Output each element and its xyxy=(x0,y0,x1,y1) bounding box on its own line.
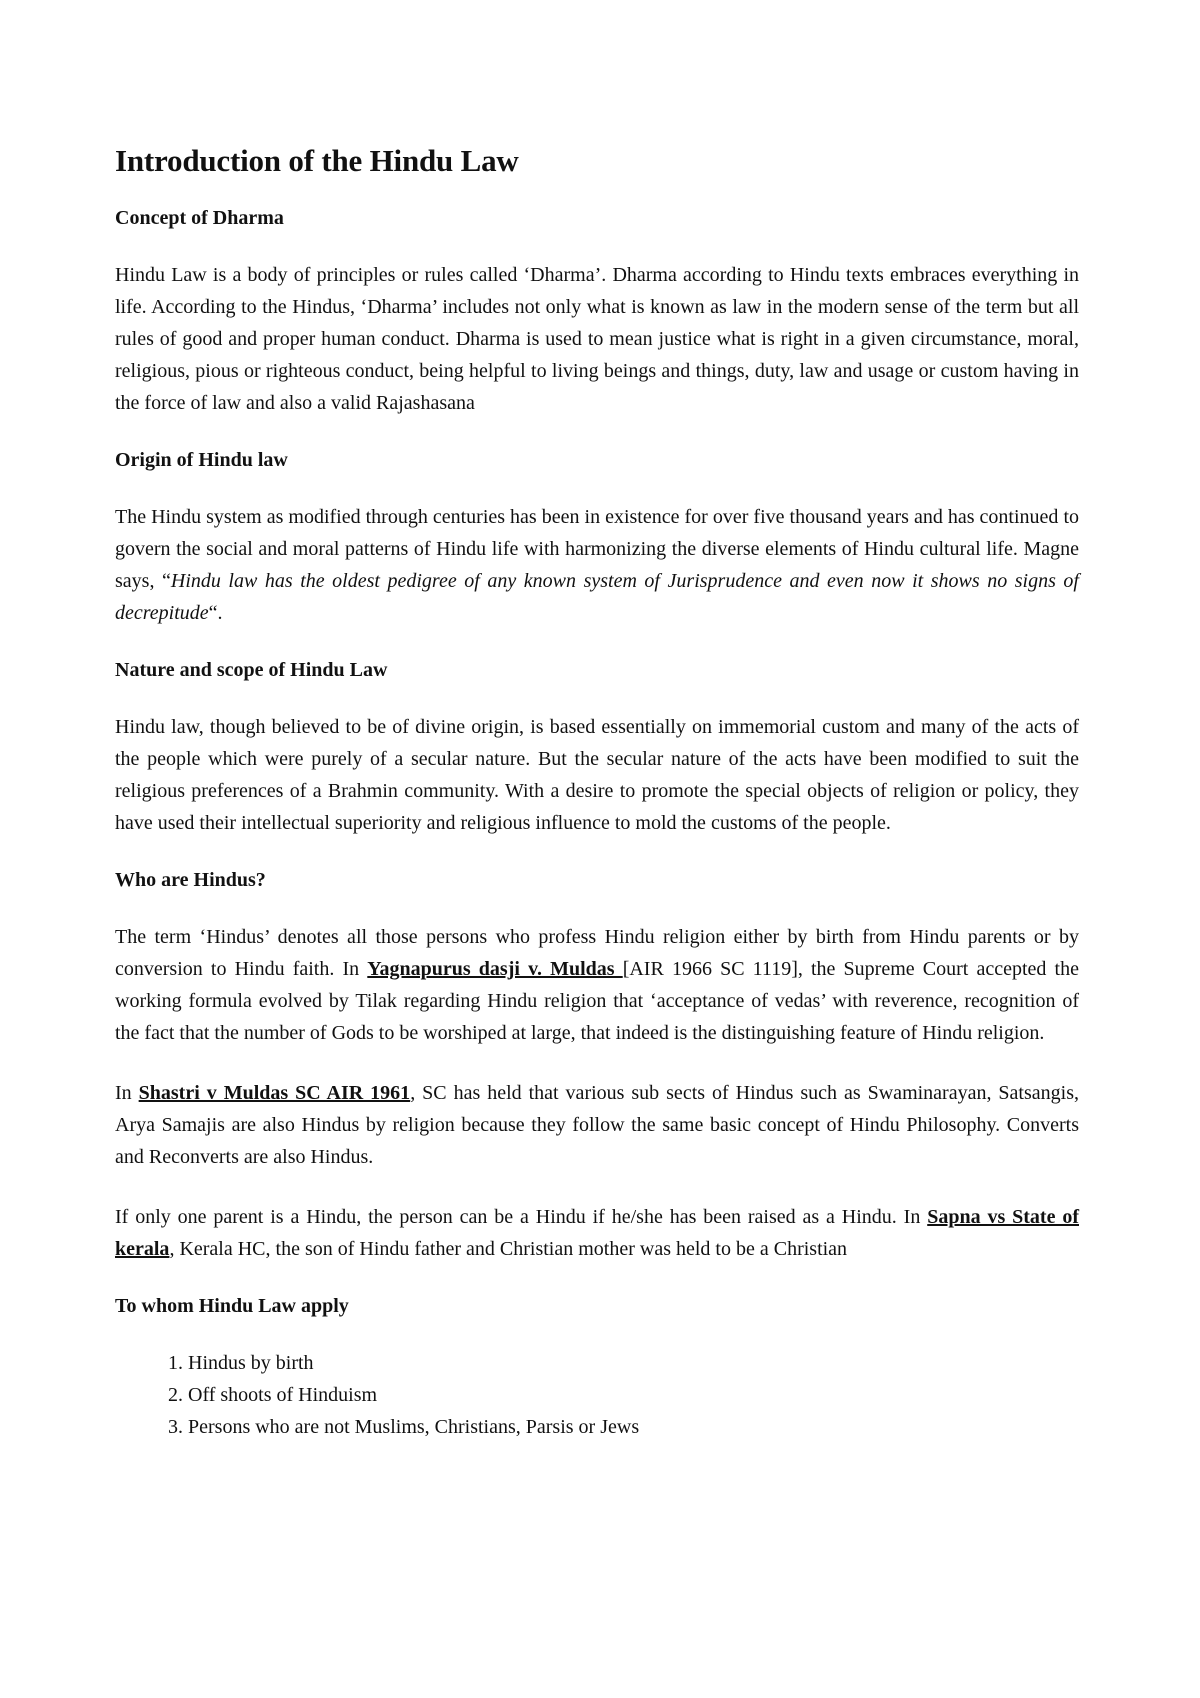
who-1-text-end: [AIR 1966 SC 1119], the Supreme Court accepted the working formula evolved by Tilak regarding Hindu religion that ‘acceptance of vedas’ with reverence, recognition of the fact that the number of Gods to be worshiped at large, that indeed is the distinguishing feature of Hindu religion. xyxy=(115,957,1079,1044)
paragraph-origin xyxy=(115,501,1079,629)
paragraph-who-2 xyxy=(115,1077,1079,1173)
list-item: 2. Off shoots of Hinduism xyxy=(188,1379,1079,1411)
who-1-text: The term ‘Hindus’ denotes all those persons who profess Hindu religion either by birth from Hindu parents or by conversion to Hindu faith. In xyxy=(115,925,1079,980)
paragraph-who-1 xyxy=(115,921,1079,1049)
document-title: Introduction of the Hindu Law xyxy=(115,143,519,178)
paragraph-nature: Hindu law, though believed to be of divine origin, is based essentially on immemorial custom and many of the acts of the people which were purely of a secular nature. But the secular nature of the acts have been modified to suit the religious preferences of a Brahmin community. With a desire to promote the special objects of religion or policy, they have used their intellectual superiority and religious influence to mold the customs of the people. xyxy=(115,715,1079,834)
heading-nature-scope: Nature and scope of Hindu Law xyxy=(115,658,388,681)
list-item: 1. Hindus by birth xyxy=(188,1347,1079,1379)
apply-list xyxy=(115,1347,1079,1443)
heading-who-are-hindus: Who are Hindus? xyxy=(115,868,266,891)
list-item: 3. Persons who are not Muslims, Christians, Parsis or Jews xyxy=(188,1411,1079,1443)
heading-to-whom-apply: To whom Hindu Law apply xyxy=(115,1294,349,1317)
heading-concept-of-dharma: Concept of Dharma xyxy=(115,206,284,229)
who-3-text: If only one parent is a Hindu, the person can be a Hindu if he/she has been raised as a Hindu. In xyxy=(115,1205,928,1228)
heading-origin: Origin of Hindu law xyxy=(115,448,288,471)
case-shastri[interactable]: Shastri v Muldas SC AIR 1961 xyxy=(138,1081,411,1104)
case-sapna[interactable]: Sapna vs State of kerala xyxy=(115,1205,1079,1260)
paragraph-who-3 xyxy=(115,1201,1079,1265)
who-2-text-end: , SC has held that various sub sects of Hindus such as Swaminarayan, Satsangis, Arya Samajis are also Hindus by religion because they follow the same basic concept of Hindu Philosophy. Converts and Reconverts are also Hindus. xyxy=(115,1081,1079,1168)
who-3-text-end: , Kerala HC, the son of Hindu father and Christian mother was held to be a Christian xyxy=(169,1237,848,1260)
origin-text-end: “. xyxy=(208,601,223,624)
case-yagnapurus[interactable]: Yagnapurus dasji v. Muldas xyxy=(367,957,623,980)
paragraph-dharma: Hindu Law is a body of principles or rules called ‘Dharma’. Dharma according to Hindu texts embraces everything in life. According to the Hindus, ‘Dharma’ includes not only what is known as law in the modern sense of the term but all rules of good and proper human conduct. Dharma is used to mean justice what is right in a given circumstance, moral, religious, pious or righteous conduct, being helpful to living beings and things, duty, law and usage or custom having in the force of law and also a valid Rajashasana xyxy=(115,263,1079,414)
magne-quote: Hindu law has the oldest pedigree of any known system of Jurisprudence and even now it shows no signs of decrepitude xyxy=(115,569,1079,624)
who-2-text: In xyxy=(115,1081,139,1104)
origin-text: The Hindu system as modified through centuries has been in existence for over five thousand years and has continued to govern the social and moral patterns of Hindu life with harmonizing the diverse elements of Hindu cultural life. Magne says, “ xyxy=(115,505,1079,592)
